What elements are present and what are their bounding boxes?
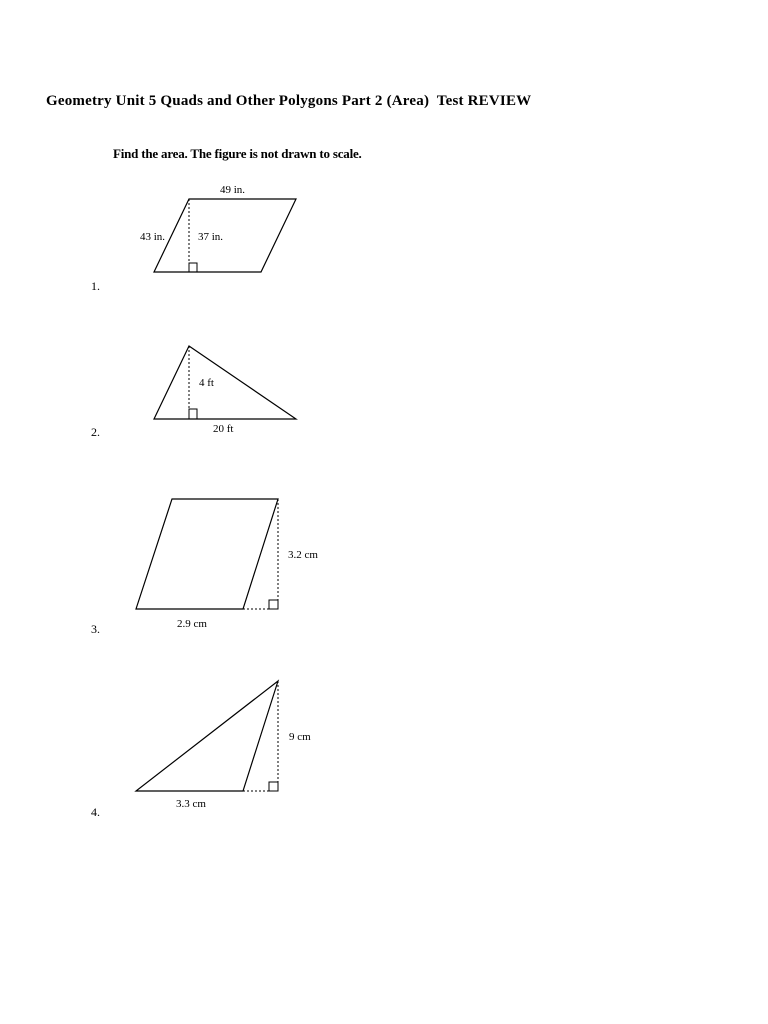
figure-2-base-label: 20 ft — [213, 423, 234, 435]
figure-3-height-label: 3.2 cm — [288, 549, 318, 561]
problem-number-4: 4. — [91, 805, 100, 819]
parallelogram-3-outline — [136, 499, 278, 609]
problem-number-1: 1. — [91, 279, 100, 293]
triangle-2-outline — [154, 346, 296, 419]
figure-1-parallelogram — [140, 184, 296, 272]
parallelogram-1-outline — [154, 199, 296, 272]
page-title: Geometry Unit 5 Quads and Other Polygons Part 2 (Area) Test REVIEW — [46, 93, 532, 109]
problem-number-3: 3. — [91, 622, 100, 636]
instructions: Find the area. The figure is not drawn to scale. — [113, 146, 362, 161]
figure-3-parallelogram — [136, 499, 318, 630]
right-angle-mark-1 — [189, 263, 197, 272]
figure-4-obtuse-triangle — [136, 681, 311, 810]
figure-1-height-label: 37 in. — [198, 231, 224, 243]
problem-number-2: 2. — [91, 425, 100, 439]
figure-3-base-label: 2.9 cm — [177, 618, 207, 630]
figure-2-height-label: 4 ft — [199, 377, 214, 389]
figure-2-triangle — [154, 346, 296, 435]
right-angle-mark-2 — [189, 409, 197, 419]
figure-1-base-label: 49 in. — [220, 184, 246, 196]
right-angle-mark-3 — [269, 600, 278, 609]
figure-4-height-label: 9 cm — [289, 731, 311, 743]
triangle-4-outline — [136, 681, 278, 791]
figure-4-base-label: 3.3 cm — [176, 798, 206, 810]
right-angle-mark-4 — [269, 782, 278, 791]
figure-1-side-label: 43 in. — [140, 231, 166, 243]
